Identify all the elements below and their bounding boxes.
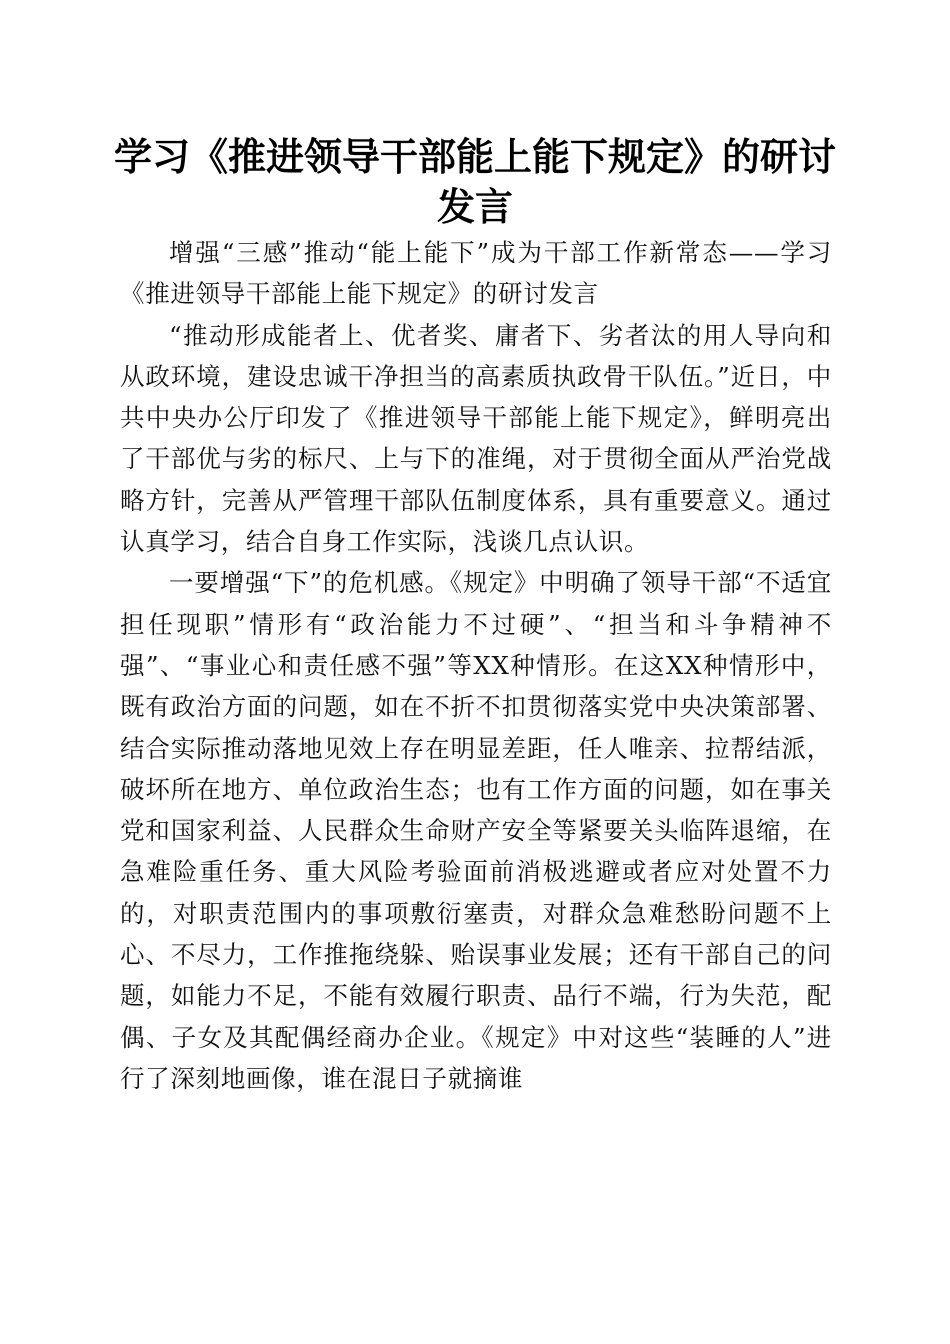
paragraph-subtitle: 增强“三感”推动“能上能下”成为干部工作新常态——学习《推进领导干部能上能下规定》的研讨发言 (120, 238, 832, 309)
paragraph-intro: “推动形成能者上、优者奖、庸者下、劣者汰的用人导向和从政环境，建设忠诚干净担当的高素质执政骨干队伍。”近日，中共中央办公厅印发了《推进领导干部能上能下规定》，鲜明亮出了干部优与劣的标尺、上与下的准绳，对于贯彻全面从严治党战略方针，完善从严管理干部队伍制度体系，具有重要意义。通过认真学习，结合自身工作实际，浅谈几点认识。 (120, 320, 832, 557)
document-body (120, 232, 832, 1099)
paragraph-point-one: 一要增强“下”的危机感。《规定》中明确了领导干部“不适宜担任现职”情形有“政治能力不过硬”、“担当和斗争精神不强”、“事业心和责任感不强”等XX种情形。在这XX种情形中，既有政治方面的问题，如在不折不扣贯彻落实党中央决策部署、结合实际推动落地见效上存在明显差距，任人唯亲、拉帮结派，破坏所在地方、单位政治生态；也有工作方面的问题，如在事关党和国家利益、人民群众生命财产安全等紧要关头临阵退缩，在急难险重任务、重大风险考验面前消极逃避或者应对处置不力的，对职责范围内的事项敷衍塞责，对群众急难愁盼问题不上心、不尽力，工作推拖绕躲、贻误事业发展；还有干部自己的问题，如能力不足，不能有效履行职责、品行不端，行为失范，配偶、子女及其配偶经商办企业。《规定》中对这些“装睡的人”进行了深刻地画像，谁在混日子就摘谁 (120, 568, 832, 1093)
document-title: 学习《推进领导干部能上能下规定》的研讨发言 (113, 134, 836, 229)
